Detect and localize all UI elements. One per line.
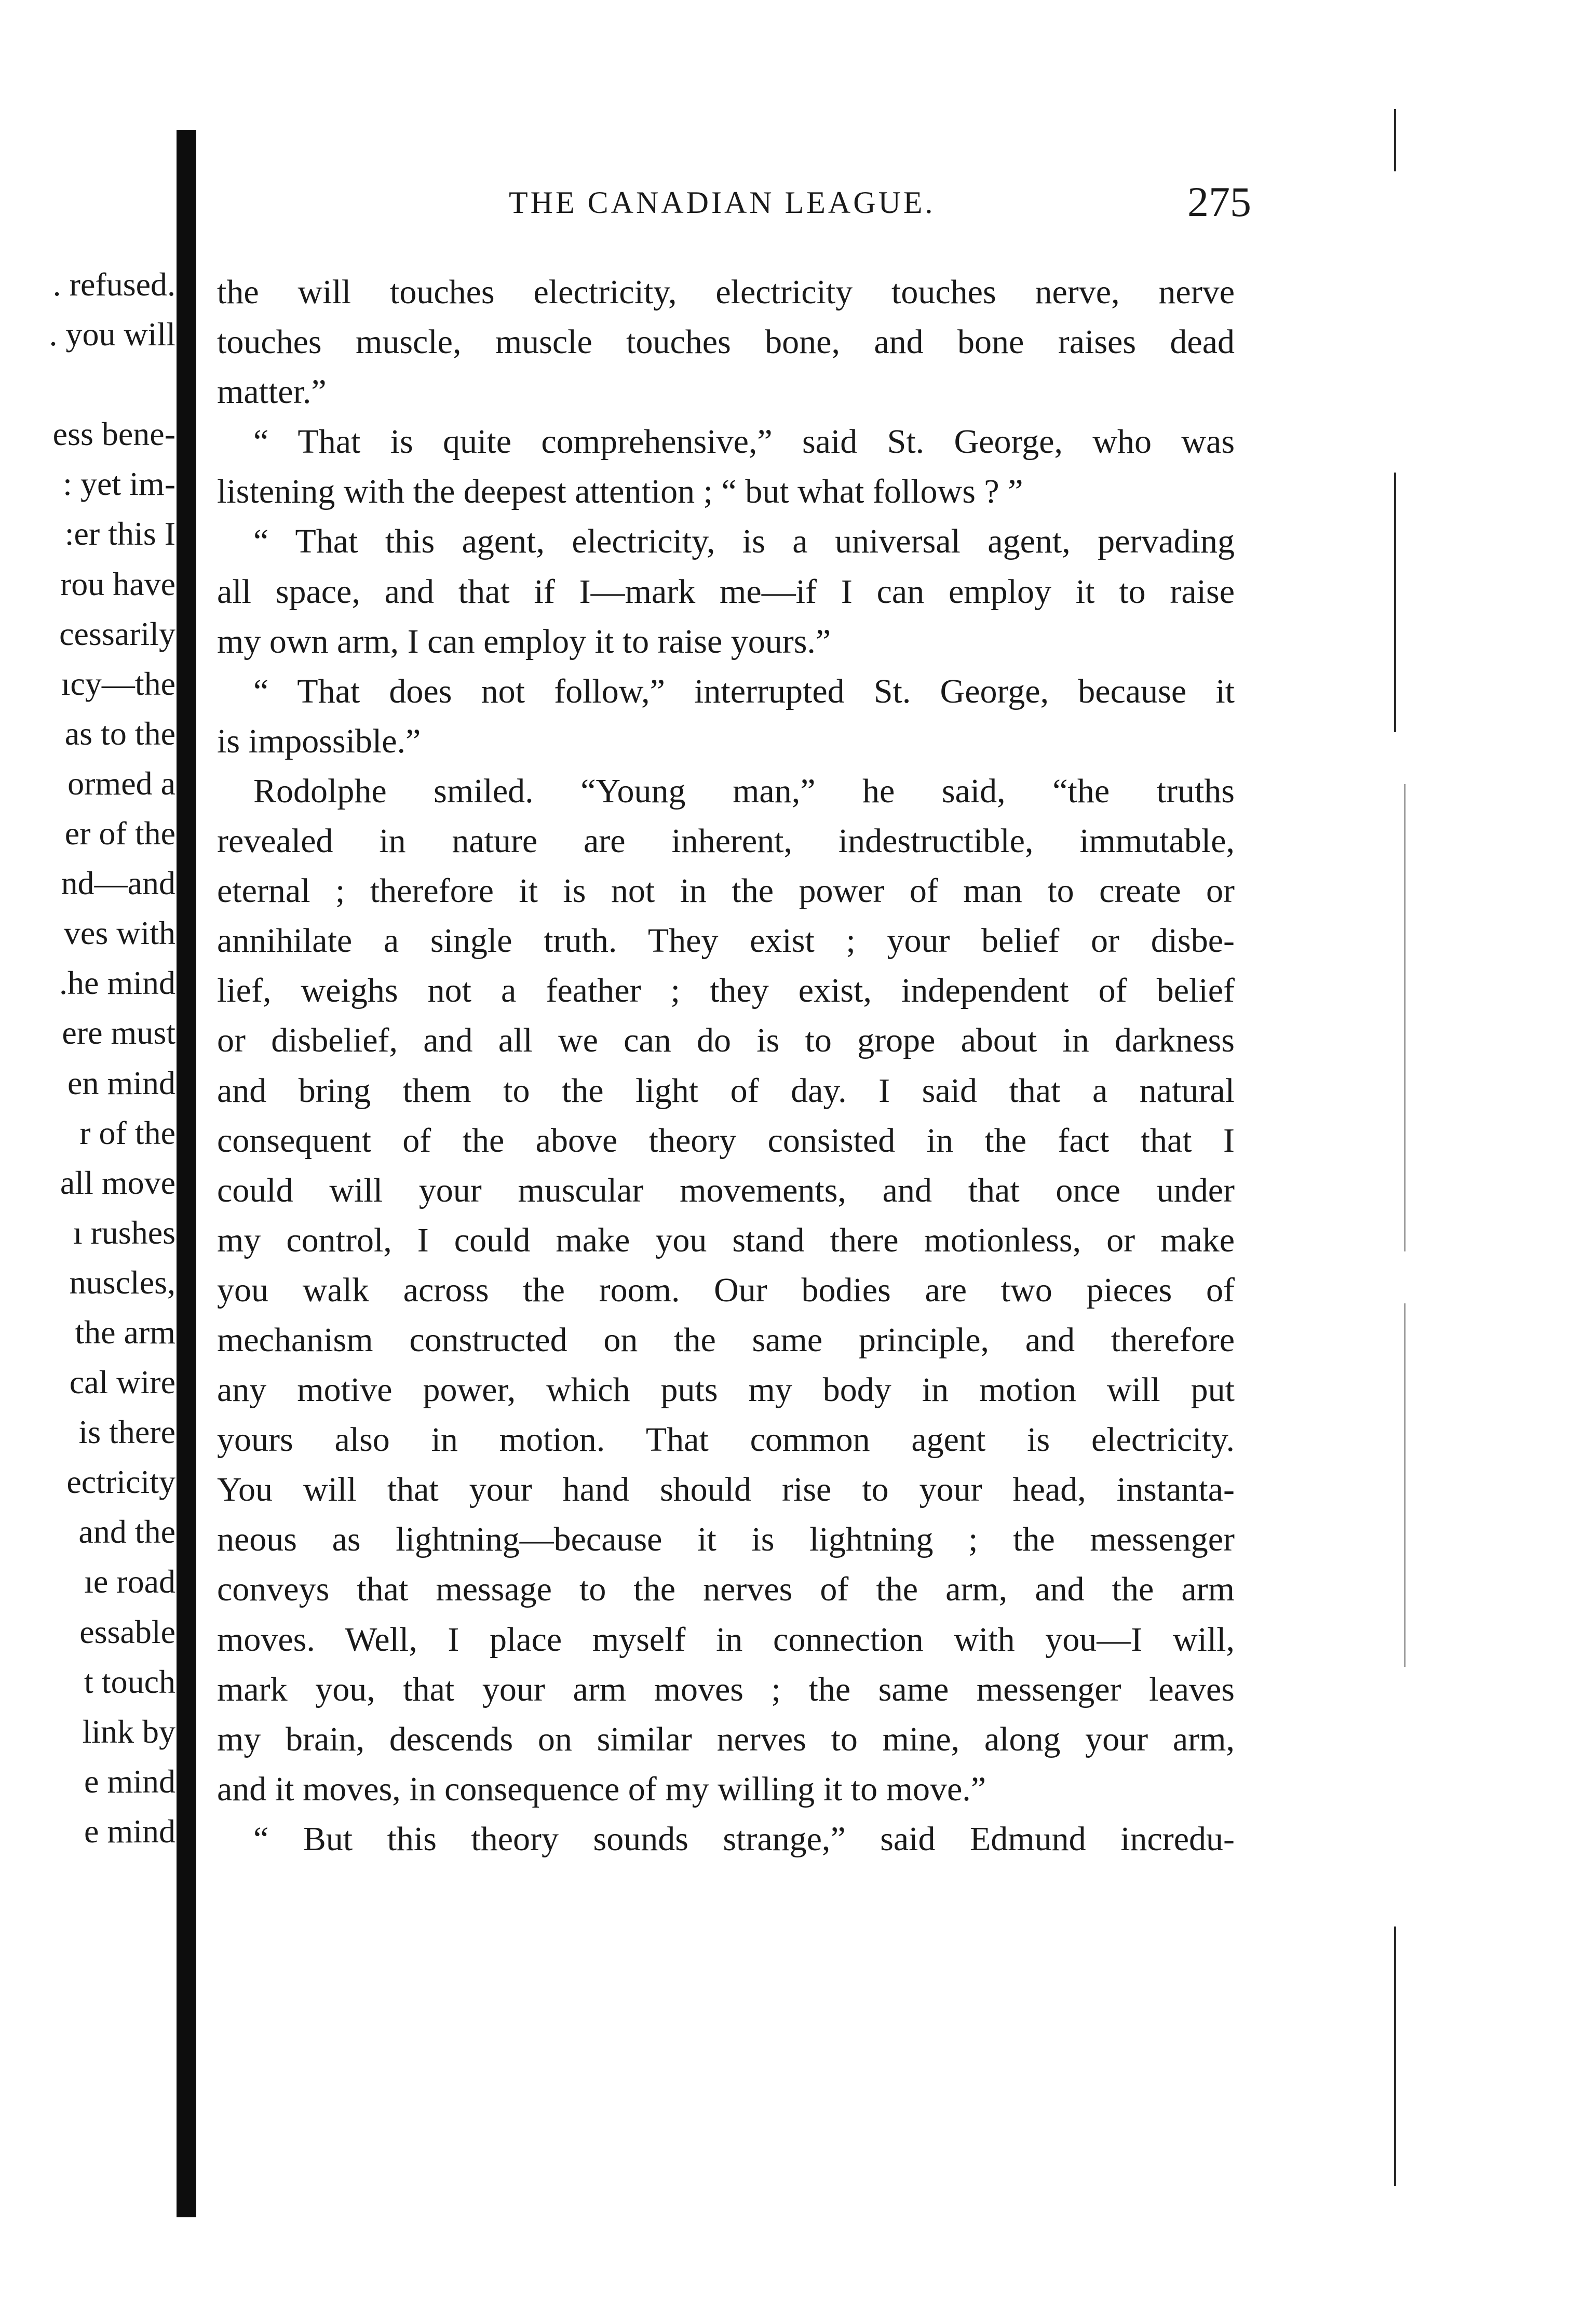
edge-fragment: rou have [60,565,175,602]
text-line: you walk across the room. Our bodies are two pieces of [217,1271,1235,1309]
binding-gutter-shadow [177,130,196,2217]
text-line: any motive power, which puts my body in motion will put [217,1371,1235,1409]
edge-fragment: nd—and [61,865,175,902]
text-line: “ That is quite comprehensive,” said St. George, who was [253,423,1235,461]
edge-fragment: ess bene- [52,415,175,453]
text-line: all space, and that if I—mark me—if I can employ it to raise [217,572,1235,611]
right-edge-scan-artifacts [1394,109,1425,2217]
page-number: 275 [1187,178,1251,225]
edge-fragment: ectricity [66,1463,175,1501]
edge-fragment: essable [79,1613,175,1650]
text-line: “ That does not follow,” interrupted St. George, because it [253,672,1235,710]
edge-fragment: cessarily [59,615,175,652]
edge-fragment: cal wire [69,1364,175,1401]
edge-fragment: ere must [62,1014,175,1052]
text-line: or disbelief, and all we can do is to grope about in darkness [217,1021,1235,1060]
body-text [217,267,1235,1864]
text-line: “ That this agent, electricity, is a universal agent, pervading [253,522,1235,561]
facing-page-edge-text [0,260,175,1856]
edge-fragment: and the [78,1513,175,1551]
running-title: THE CANADIAN LEAGUE. [509,185,936,220]
text-line: “ But this theory sounds strange,” said Edmund incredu- [253,1820,1235,1858]
text-line: neous as lightning—because it is lightning ; the messenger [217,1520,1235,1559]
text-line: and it moves, in consequence of my willing it to move.” [217,1770,986,1808]
edge-fragment: e mind [84,1812,175,1850]
text-line: listening with the deepest attention ; “ but what follows ? ” [217,473,1023,511]
text-line: consequent of the above theory consisted in the fact that I [217,1121,1235,1160]
text-line: mark you, that your arm moves ; the same messenger leaves [217,1670,1235,1708]
text-line: is impossible.” [217,722,421,760]
edge-fragment: the arm [75,1313,175,1351]
text-line: annihilate a single truth. They exist ; your belief or disbe- [217,922,1235,960]
text-line: moves. Well, I place myself in connection with you—I will, [217,1620,1235,1659]
text-line: eternal ; therefore it is not in the power of man to create or [217,872,1235,910]
edge-fragment: link by [82,1713,175,1750]
text-line: You will that your hand should rise to your head, instanta- [217,1471,1235,1509]
text-line: the will touches electricity, electricity touches nerve, nerve [217,273,1235,311]
text-line: lief, weighs not a feather ; they exist, independent of belief [217,972,1235,1010]
text-line: my control, I could make you stand there motionless, or make [217,1221,1235,1259]
edge-fragment: nuscles, [69,1263,175,1301]
text-line: my brain, descends on similar nerves to mine, along your arm, [217,1720,1235,1758]
text-line: could will your muscular movements, and that once under [217,1171,1235,1209]
edge-fragment: e mind [84,1762,175,1800]
edge-fragment: t touch [84,1663,175,1700]
text-line: mechanism constructed on the same principle, and therefore [217,1321,1235,1359]
edge-fragment: ves with [63,914,175,952]
edge-fragment: ıe road [84,1563,175,1600]
text-line: conveys that message to the nerves of the arm, and the arm [217,1570,1235,1609]
text-line: revealed in nature are inherent, indestructible, immutable, [217,822,1235,860]
edge-fragment: all move [60,1164,175,1201]
edge-fragment: en mind [67,1064,175,1101]
edge-fragment: :er this I [64,515,175,553]
text-line: my own arm, I can employ it to raise yours.” [217,622,831,661]
edge-fragment: ıcy—the [61,665,175,702]
edge-fragment: as to the [64,715,175,752]
edge-fragment: .he mind [59,964,175,1002]
edge-fragment: ormed a [67,764,175,802]
text-line: and bring them to the light of day. I said that a natural [217,1071,1235,1110]
edge-fragment: . refused. [52,266,175,303]
edge-fragment: : yet im- [63,465,175,503]
text-line: yours also in motion. That common agent is electricity. [217,1421,1235,1459]
edge-fragment: is there [78,1413,175,1451]
edge-fragment: r of the [79,1114,175,1151]
edge-fragment: er of the [64,815,175,852]
text-line: matter.” [217,373,327,411]
running-head [213,179,1251,226]
edge-fragment: ı rushes [73,1214,175,1251]
text-line: touches muscle, muscle touches bone, and bone raises dead [217,323,1235,361]
edge-fragment: . you will [49,316,175,353]
text-line: Rodolphe smiled. “Young man,” he said, “the truths [253,772,1235,810]
edge-fragment [0,359,175,409]
